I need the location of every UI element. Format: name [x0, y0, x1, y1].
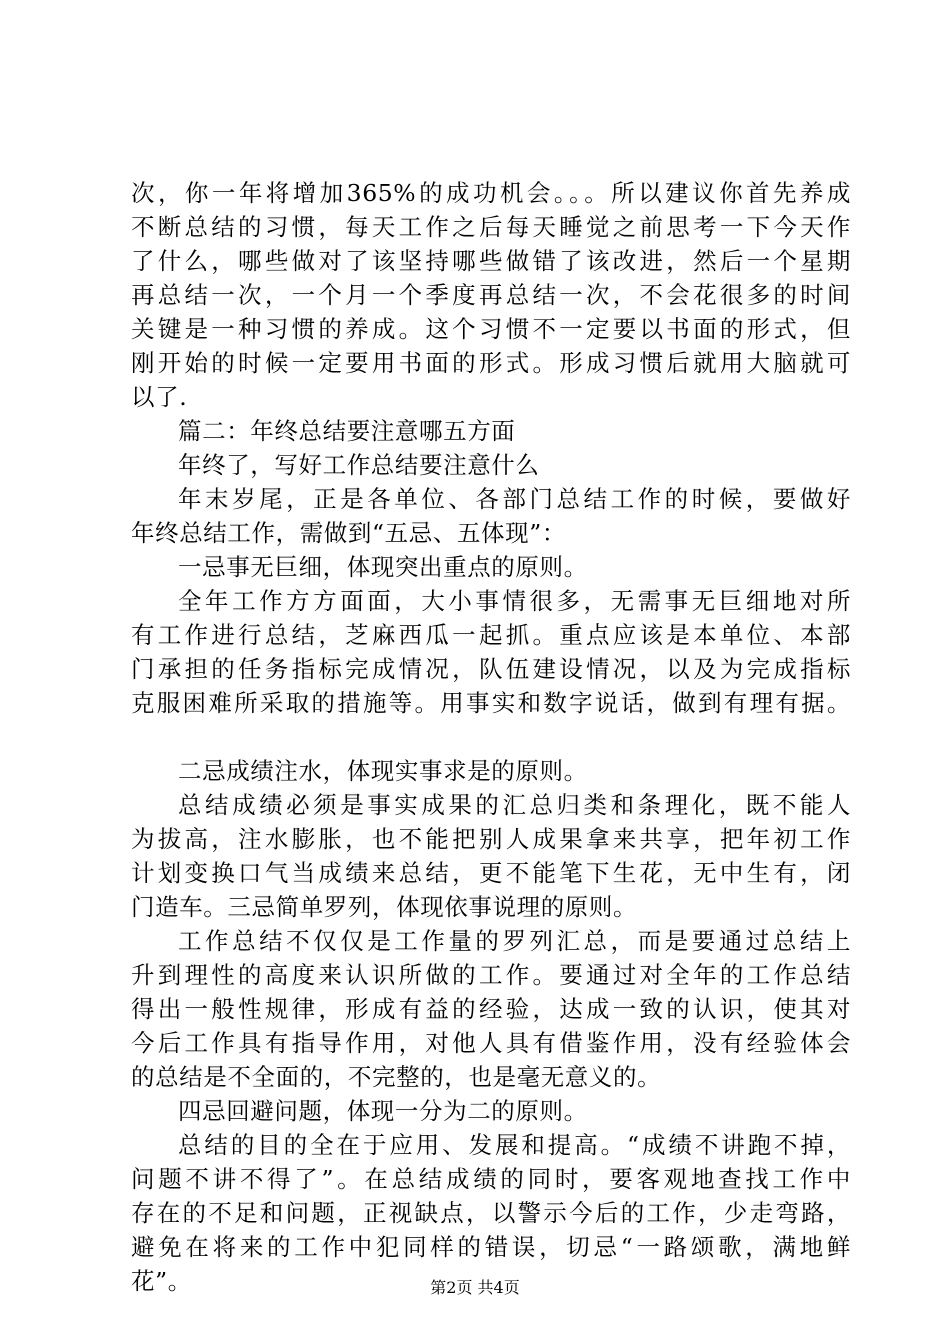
text-line: 总结成绩必须是事实成果的汇总归类和条理化，既不能人 [178, 791, 851, 819]
text-line: 克服困难所采取的措施等。用事实和数字说话，做到有理有据。 [131, 689, 851, 717]
text-line: 有工作进行总结，芝麻西瓜一起抓。重点应该是本单位、本部 [131, 621, 851, 649]
text-line: 得出一般性规律，形成有益的经验，达成一致的认识，使其对 [131, 995, 851, 1023]
text-line: 篇二：年终总结要注意哪五方面 [178, 417, 516, 445]
text-line: 花”。 [131, 1267, 192, 1295]
text-line: 避免在将来的工作中犯同样的错误，切忌“一路颂歌，满地鲜 [131, 1233, 851, 1261]
text-line: 计划变换口气当成绩来总结，更不能笔下生花，无中生有，闭 [131, 859, 851, 887]
text-line: 再总结一次，一个月一个季度再总结一次，不会花很多的时间 [131, 281, 851, 309]
text-line: 四忌回避问题，体现一分为二的原则。 [178, 1097, 588, 1125]
text-line: 问题不讲不得了”。在总结成绩的同时，要客观地查找工作中 [131, 1165, 851, 1193]
text-line: 的总结是不全面的，不完整的，也是毫无意义的。 [131, 1063, 662, 1091]
text-line: 次，你一年将增加365%的成功机会。。。所以建议你首先养成 [131, 179, 851, 207]
text-line: 全年工作方方面面，大小事情很多，无需事无巨细地对所 [178, 587, 851, 615]
text-line: 门造车。三忌简单罗列，体现依事说理的原则。 [131, 893, 638, 921]
text-line: 年终了，写好工作总结要注意什么 [178, 451, 540, 479]
document-body [131, 176, 851, 1298]
text-line: 今后工作具有指导作用，对他人具有借鉴作用，没有经验体会 [131, 1029, 851, 1057]
text-line: 关键是一种习惯的养成。这个习惯不一定要以书面的形式，但 [131, 315, 851, 343]
page-footer: 第2页 共4页 [430, 1278, 520, 1297]
text-line: 升到理性的高度来认识所做的工作。要通过对全年的工作总结 [131, 961, 851, 989]
text-line: 年终总结工作，需做到“五忌、五体现”： [131, 519, 566, 547]
text-line: 门承担的任务指标完成情况，队伍建设情况，以及为完成指标 [131, 655, 851, 683]
text-line: 了什么，哪些做对了该坚持哪些做错了该改进，然后一个星期 [131, 247, 851, 275]
text-line: 为拔高，注水膨胀，也不能把别人成果拿来共享，把年初工作 [131, 825, 851, 853]
blank-line [131, 720, 851, 754]
text-line: 存在的不足和问题，正视缺点，以警示今后的工作，少走弯路， [131, 1199, 851, 1227]
text-line: 年末岁尾，正是各单位、各部门总结工作的时候，要做好 [178, 485, 851, 513]
text-line: 总结的目的全在于应用、发展和提高。“成绩不讲跑不掉， [178, 1131, 851, 1159]
text-line: 刚开始的时候一定要用书面的形式。形成习惯后就用大脑就可 [131, 349, 851, 377]
text-line: 二忌成绩注水，体现实事求是的原则。 [178, 757, 588, 785]
text-line: 不断总结的习惯，每天工作之后每天睡觉之前思考一下今天作 [131, 213, 851, 241]
text-line: 一忌事无巨细，体现突出重点的原则。 [178, 553, 588, 581]
text-line: 以了. [131, 383, 188, 411]
text-line: 工作总结不仅仅是工作量的罗列汇总，而是要通过总结上 [178, 927, 851, 955]
